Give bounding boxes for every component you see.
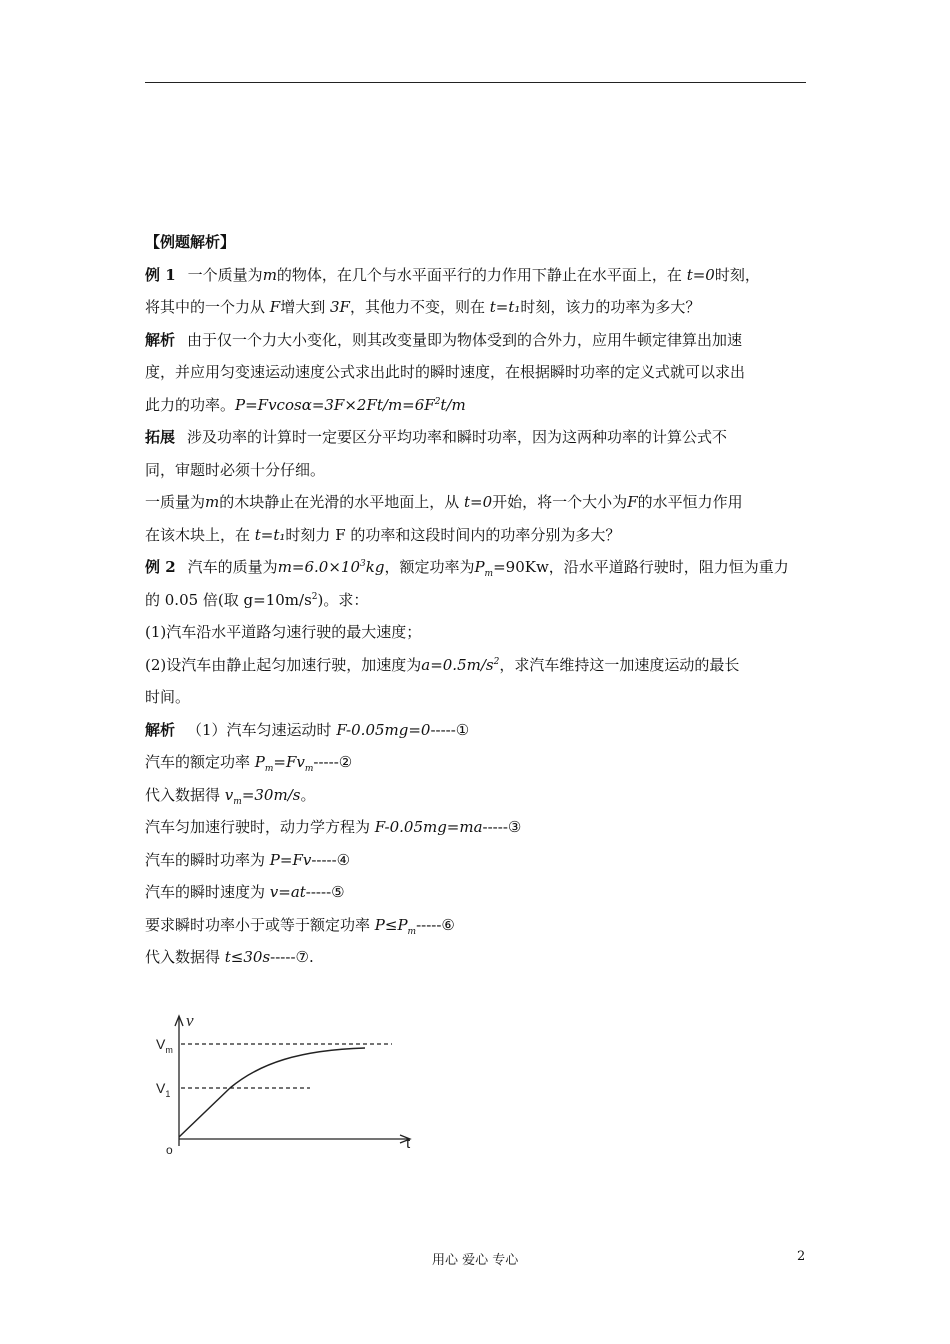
example-2-question-1: (1)汽车沿水平道路匀速行驶的最大速度；: [145, 623, 422, 641]
example-2-question-2: (2)设汽车由静止起匀加速行驶，加速度为$a=0.5m/s^2$，求汽车维持这一加速度运动的最长: [145, 655, 740, 674]
extension-label: 拓展: [145, 428, 176, 446]
analysis-2-step-1: 解析 （1）汽车匀速运动时 F-0.05mg=0-----①: [145, 720, 470, 739]
analysis-1-line-2: 度，并应用匀变速运动速度公式求出此时的瞬时速度，在根据瞬时功率的定义式就可以求出: [145, 363, 746, 381]
example-2-line-2: 的 0.05 倍(取 $g=10m/s^2$)。求：: [145, 590, 369, 609]
document-body: [145, 226, 810, 974]
header-rule: [145, 82, 806, 83]
extension-line-2: 同，审题时必须十分仔细。: [145, 460, 326, 479]
analysis-2-step-4: 汽车匀加速行驶时，动力学方程为 F-0.05mg=ma-----③: [145, 818, 522, 836]
example-1-label: 例 1: [145, 265, 176, 284]
x-axis-label: t: [406, 1135, 411, 1152]
extension-line-4: 在该木块上，在 t=t₁时刻力 F 的功率和这段时间内的功率分别为多大？: [145, 525, 621, 544]
analysis-2-step-6: 汽车的瞬时速度为 v=at-----⑤: [145, 883, 345, 901]
analysis-2-step-7: 要求瞬时功率小于或等于额定功率 $P\le P_m-----⑥$: [145, 915, 455, 937]
extension-line-1: 拓展 涉及功率的计算时一定要区分平均功率和瞬时功率，因为这两种功率的计算公式不: [145, 428, 728, 446]
example-2-question-2-cont: 时间。: [145, 688, 191, 706]
example-1-line-1: 例 1 一个质量为m的物体，在几个与水平面平行的力作用下静止在水平面上，在 t=0时刻，: [145, 265, 760, 284]
example-2-label: 例 2: [145, 558, 176, 576]
section-title: 【例题解析】: [145, 233, 236, 251]
power-formula: $P=Fvcos\alpha=3F\times 2Ft/m=6F^2t/m$: [235, 395, 466, 414]
example-1-line-2: 将其中的一个力从 F增大到 3F，其他力不变，则在 t=t₁时刻，该力的功率为多大？: [145, 298, 701, 316]
analysis-1-line-3: 此力的功率。$P=Fvcos\alpha=3F\times 2Ft/m=6F^2t/m$: [145, 395, 466, 414]
analysis-2-step-3: 代入数据得 $v_m=30m/s$。: [145, 785, 316, 807]
analysis-2-step-2: 汽车的额定功率 $P_m=Fv_m-----②$: [145, 753, 353, 774]
v1-label: $V_1$: [156, 1080, 171, 1099]
origin-label: o: [166, 1143, 173, 1157]
analysis-2-step-8: 代入数据得 t≤30s-----⑦.: [145, 948, 314, 966]
vm-label: $V_m$: [156, 1036, 173, 1055]
analysis-2-step-5: 汽车的瞬时功率为 P=Fv-----④: [145, 850, 351, 869]
page-number: 2: [797, 1249, 806, 1264]
footer-text: 用心 爱心 专心: [432, 1253, 519, 1268]
analysis-1-label: 解析: [145, 330, 176, 349]
analysis-2-label: 解析: [145, 720, 176, 739]
extension-line-3: 一质量为m的木块静止在光滑的水平地面上，从 t=0开始，将一个大小为F的水平恒力作用: [145, 493, 743, 511]
velocity-curve: [179, 1048, 365, 1137]
velocity-time-graph: [150, 1008, 425, 1158]
analysis-1-line-1: 解析 由于仅一个力大小变化，则其改变量即为物体受到的合外力，应用牛顿定律算出加速: [145, 330, 743, 349]
y-axis-label: v: [186, 1011, 194, 1030]
example-2-line-1: 例 2 汽车的质量为$m=6.0\times 10^3kg$，额定功率为$P_m=90Kw$，沿水平道路行驶时，阻力恒为重力: [145, 558, 789, 579]
